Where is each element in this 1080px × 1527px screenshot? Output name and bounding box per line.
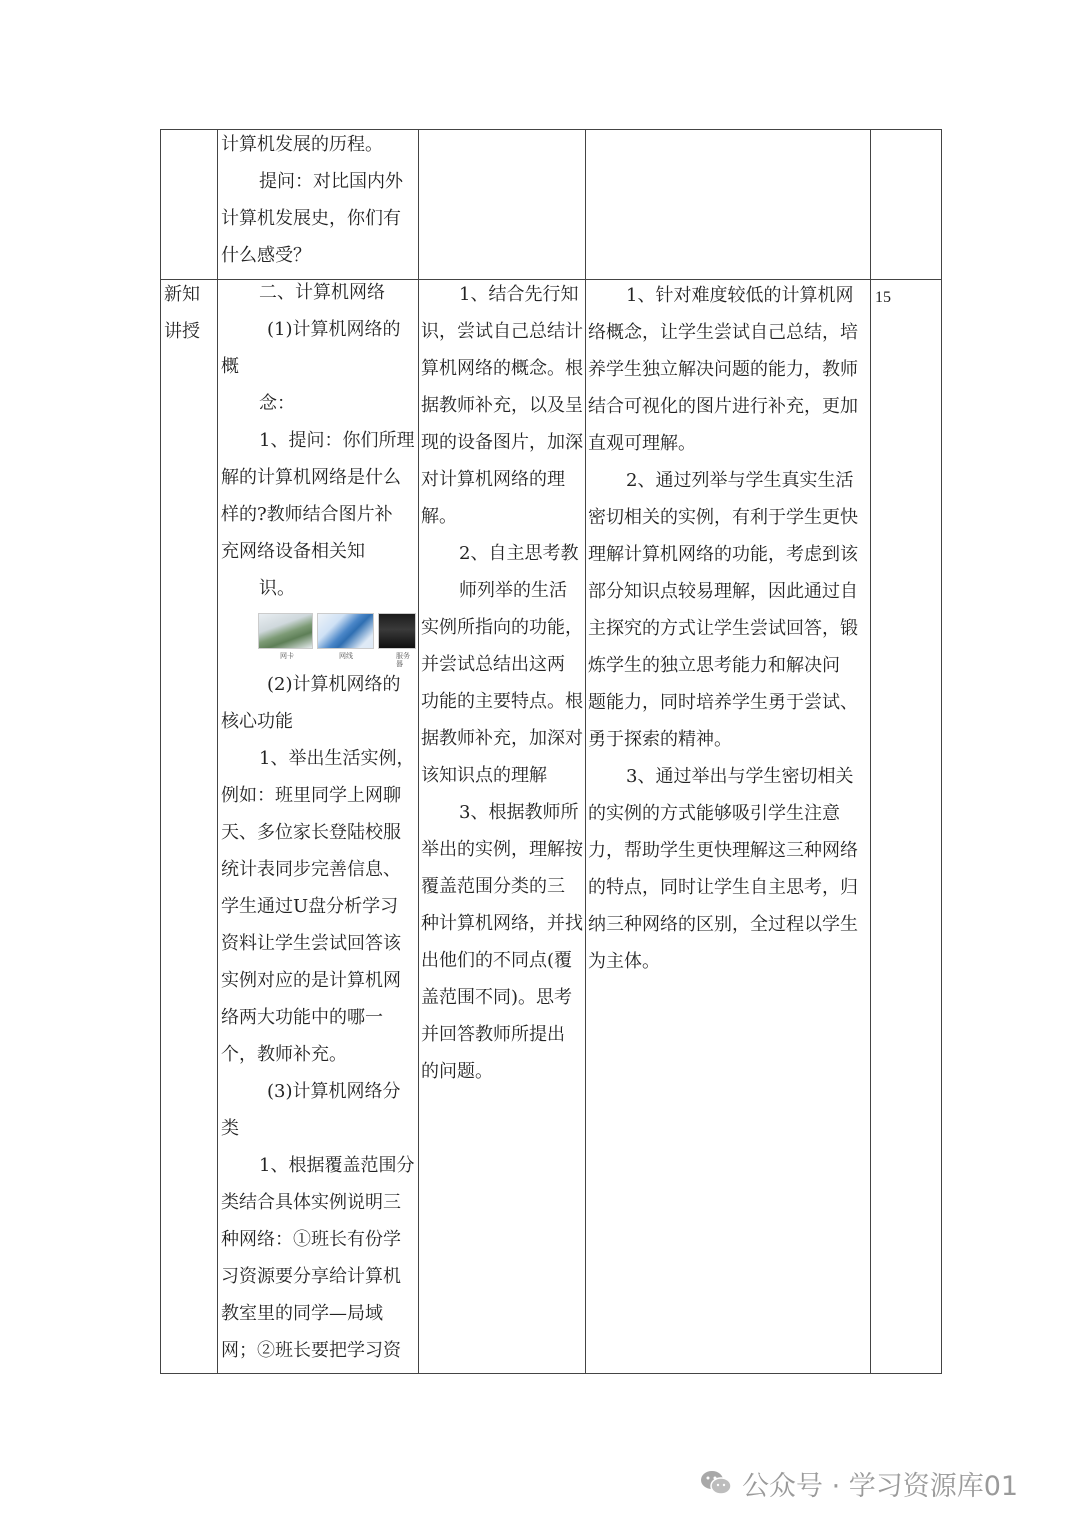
text-line: 类结合具体实例说明三: [221, 1192, 401, 1213]
figure-caption: 网线: [339, 652, 353, 660]
text-line: 主探究的方式让学生尝试回答，锻: [588, 618, 858, 639]
text-line: 网；②班长要把学习资: [221, 1340, 401, 1361]
watermark-text: 公众号 · 学习资源库01: [742, 1470, 1019, 1502]
text-line: 个，教师补充。: [221, 1044, 347, 1065]
text-line: 的实例的方式能够吸引学生注意: [588, 803, 840, 824]
text-line: 养学生独立解决问题的能力，教师: [588, 359, 858, 380]
text-line: 统计表同步完善信息、: [221, 859, 401, 880]
text-line: 解。: [421, 506, 457, 527]
text-line: 力，帮助学生更快理解这三种网络: [588, 840, 858, 861]
text-line: 1、举出生活实例，: [259, 748, 415, 769]
network-cable-image: [317, 613, 374, 649]
text-line: 1、结合先行知: [459, 284, 579, 305]
text-line: 对计算机网络的理: [421, 469, 565, 490]
design-intent-cell: [588, 277, 858, 980]
text-line: 例如：班里同学上网聊: [221, 785, 401, 806]
text-line: 习资源要分享给计算机: [221, 1266, 401, 1287]
text-line: 直观可理解。: [588, 433, 696, 454]
text-line: 念：: [259, 393, 295, 414]
time-minutes: 15: [875, 289, 891, 306]
text-line: 种计算机网络，并找: [421, 913, 583, 934]
text-line: 络概念，让学生尝试自己总结，培: [588, 322, 858, 343]
row1-teacher-activity: [221, 126, 403, 274]
time-cell: [875, 279, 891, 316]
text-line: 功能的主要特点。根: [421, 691, 583, 712]
text-line: 1、提问：你们所理: [259, 430, 415, 451]
text-line: 什么感受？: [221, 245, 311, 266]
text-line: 实例对应的是计算机网: [221, 970, 401, 991]
column-divider: [585, 129, 586, 1374]
figure-caption: 网卡: [280, 652, 294, 660]
column-divider: [160, 129, 161, 1374]
text-line: 充网络设备相关知: [221, 541, 365, 562]
text-line: 2、通过列举与学生真实生活: [626, 470, 854, 491]
network-card-image: [258, 613, 313, 649]
table-border-bottom: [160, 1373, 942, 1374]
teacher-activity-cell-continued: [221, 666, 414, 1369]
text-line: 师列举的生活: [459, 580, 567, 601]
text-line: 核心功能: [221, 711, 293, 732]
text-line: 学生通过U盘分析学习: [221, 896, 399, 917]
text-line: 提问：对比国内外: [259, 171, 403, 192]
student-activity-cell: [421, 276, 583, 1090]
text-line: 识。: [259, 578, 295, 599]
text-line: (1)计算机网络的: [267, 319, 401, 340]
stage-label: 讲授: [164, 321, 200, 342]
text-line: 概: [221, 356, 239, 377]
text-line: 样的?教师结合图片补: [221, 504, 393, 525]
text-line: 现的设备图片，加深: [421, 432, 583, 453]
text-line: 3、根据教师所: [459, 802, 579, 823]
text-line: 结合可视化的图片进行补充，更加: [588, 396, 858, 417]
text-line: 种网络：①班长有份学: [221, 1229, 401, 1250]
text-line: 二、计算机网络: [259, 282, 385, 303]
text-line: 的问题。: [421, 1061, 493, 1082]
text-line: 1、针对难度较低的计算机网: [626, 285, 854, 306]
text-line: 出他们的不同点(覆: [421, 950, 573, 971]
text-line: 举出的实例，理解按: [421, 839, 583, 860]
text-line: 教室里的同学—局域: [221, 1303, 383, 1324]
teacher-activity-cell: [221, 274, 414, 607]
text-line: 2、自主思考教: [459, 543, 579, 564]
stage-label: 新知: [164, 284, 200, 305]
watermark: [700, 1463, 1018, 1503]
wechat-icon: [700, 1469, 732, 1497]
text-line: 勇于探索的精神。: [588, 729, 732, 750]
text-line: 络两大功能中的哪一: [221, 1007, 383, 1028]
text-line: 资料让学生尝试回答该: [221, 933, 401, 954]
column-divider: [418, 129, 419, 1374]
text-line: 据教师补充，以及呈: [421, 395, 583, 416]
text-line: (2)计算机网络的: [267, 674, 401, 695]
text-line: 部分知识点较易理解，因此通过自: [588, 581, 858, 602]
text-line: 天、多位家长登陆校服: [221, 822, 401, 843]
column-divider: [870, 129, 871, 1374]
text-line: 1、根据覆盖范围分: [259, 1155, 415, 1176]
text-line: 炼学生的独立思考能力和解决问: [588, 655, 840, 676]
text-line: (3)计算机网络分: [267, 1081, 401, 1102]
text-line: 理解计算机网络的功能，考虑到该: [588, 544, 858, 565]
network-device-figure: [258, 613, 416, 668]
text-line: 并回答教师所提出: [421, 1024, 565, 1045]
text-line: 纳三种网络的区别，全过程以学生: [588, 914, 858, 935]
table-border-right: [941, 129, 942, 1374]
text-line: 类: [221, 1118, 239, 1139]
text-line: 算机网络的概念。根: [421, 358, 583, 379]
stage-cell: [164, 276, 200, 350]
figure-caption: 服务器: [396, 652, 410, 668]
text-line: 计算机发展史，你们有: [221, 208, 401, 229]
server-image: [378, 613, 416, 649]
text-line: 计算机发展的历程。: [221, 134, 383, 155]
text-line: 解的计算机网络是什么: [221, 467, 401, 488]
text-line: 据教师补充，加深对: [421, 728, 583, 749]
text-line: 识，尝试自己总结计: [421, 321, 583, 342]
text-line: 该知识点的理解: [421, 765, 547, 786]
text-line: 并尝试总结出这两: [421, 654, 565, 675]
text-line: 题能力，同时培养学生勇于尝试、: [588, 692, 858, 713]
text-line: 为主体。: [588, 951, 660, 972]
text-line: 密切相关的实例，有利于学生更快: [588, 507, 858, 528]
text-line: 覆盖范围分类的三: [421, 876, 565, 897]
text-line: 实例所指向的功能，: [421, 617, 583, 638]
text-line: 的特点，同时让学生自主思考，归: [588, 877, 858, 898]
text-line: 盖范围不同)。思考: [421, 987, 573, 1008]
column-divider: [217, 129, 218, 1374]
text-line: 3、通过举出与学生密切相关: [626, 766, 854, 787]
